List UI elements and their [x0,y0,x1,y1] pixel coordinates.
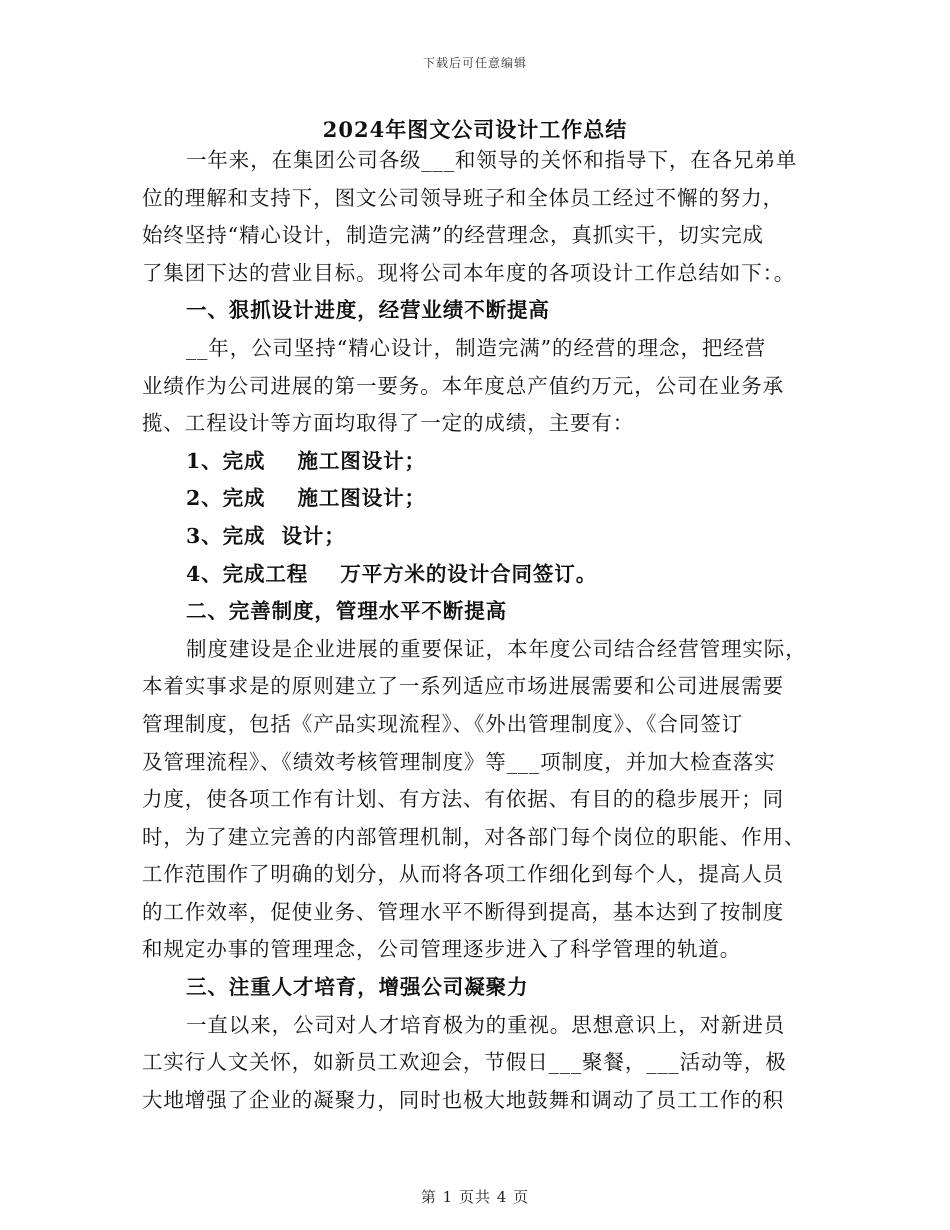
body-line: 工作范围作了明确的划分，从而将各项工作细化到每个人，提高人员 [142,862,784,887]
body-line: 揽、工程设计等方面均取得了一定的成绩，主要有： [142,411,635,436]
body-line: 工实行人文关怀，如新员工欢迎会，节假日___聚餐，___活动等，极 [142,1050,787,1075]
body-line: 位的理解和支持下，图文公司领导班子和全体员工经过不懈的努力， [142,185,784,210]
section-heading: 一、狠抓设计进度，经营业绩不断提高 [186,298,550,323]
list-item: 1、完成 施工图设计； [186,448,426,473]
body-line: 的工作效率，促使业务、管理水平不断得到提高，基本达到了按制度 [142,899,784,924]
body-line: 力度，使各项工作有计划、有方法、有依据、有目的的稳步展开；同 [142,787,784,812]
body-line: 管理制度，包括《产品实现流程》、《外出管理制度》、《合同签订 [142,711,743,736]
body-line: 一年来，在集团公司各级___和领导的关怀和指导下，在各兄弟单 [186,148,798,172]
body-line: 时，为了建立完善的内部管理机制，对各部门每个岗位的职能、作用、 [142,824,806,849]
list-item: 3、完成 设计； [186,523,346,548]
body-line: 业绩作为公司进展的第一要务。本年度总产值约万元，公司在业务承 [142,373,784,398]
body-line: 一直以来，公司对人才培育极为的重视。思想意识上，对新进员 [186,1012,786,1037]
header-note: 下载后可任意编辑 [422,56,527,70]
section-heading: 二、完善制度，管理水平不断提高 [186,599,507,624]
body-line: 本着实事求是的原则建立了一系列适应市场进展需要和公司进展需要 [142,674,784,699]
body-line: 了集团下达的营业目标。现将公司本年度的各项设计工作总结如下：。 [142,260,796,285]
body-line: __年，公司坚持“精心设计，制造完满”的经营的理念，把经营 [186,335,767,360]
page-footer: 第 1 页共 4 页 [420,1188,530,1206]
body-line: 大地增强了企业的凝聚力，同时也极大地鼓舞和调动了员工工作的积 [142,1087,784,1112]
body-line: 制度建设是企业进展的重要保证，本年度公司结合经营管理实际， [186,636,807,661]
list-item: 2、完成 施工图设计； [186,486,426,511]
section-heading: 三、注重人才培育，增强公司凝聚力 [186,975,529,1000]
document-body [142,142,822,1119]
body-line: 始终坚持“精心设计，制造完满”的经营理念，真抓实干，切实完成 [142,223,764,248]
document-title: 2024年图文公司设计工作总结 [322,117,628,142]
body-line: 和规定办事的管理理念，公司管理逐步进入了科学管理的轨道。 [142,937,742,962]
body-line: 及管理流程》、《绩效考核管理制度》等___项制度，并加大检查落实 [142,749,776,774]
list-item: 4、完成工程 万平方米的设计合同签订。 [186,561,598,586]
